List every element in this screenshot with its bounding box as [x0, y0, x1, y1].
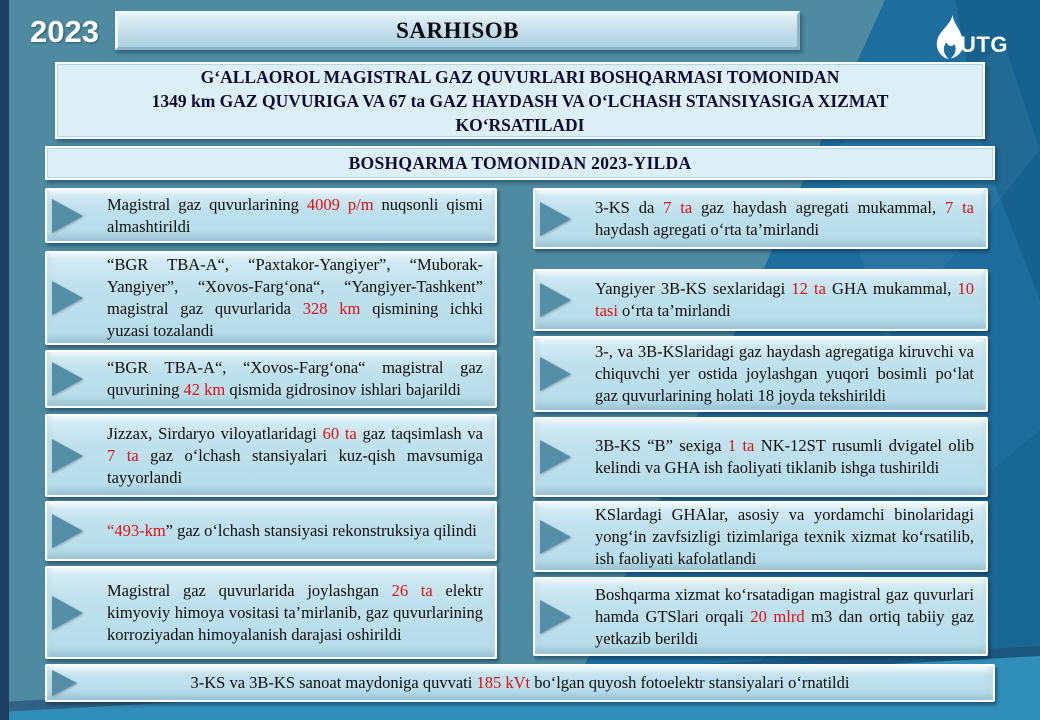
- item-text: 3B-KS “B” sexiga 1 ta NK-12ST rusumli dvigatel olib kelindi va GHA ish faoliyati tiklanib ishga tushirildi: [595, 436, 974, 477]
- title-bar: [115, 11, 800, 50]
- header-line-3: KO‘RSATILADI: [455, 114, 585, 135]
- list-item: [533, 269, 988, 331]
- arrow-icon: [52, 199, 83, 233]
- header-box: [55, 62, 985, 139]
- list-item: [45, 251, 497, 345]
- arrow-icon: [52, 596, 83, 630]
- list-item: [533, 417, 988, 497]
- list-item: [533, 188, 988, 249]
- arrow-icon: [540, 202, 571, 236]
- item-text: Jizzax, Sirdaryo viloyatlaridagi 60 ta gaz taqsimlash va 7 ta gaz o‘lchash stansiyalari kuz-qish mavsumiga tayyorlandi: [107, 423, 483, 487]
- logo-text: UTG: [960, 32, 1008, 57]
- list-item: [45, 566, 497, 659]
- slide-title: SARHISOB: [396, 17, 519, 43]
- list-item: [45, 350, 497, 408]
- item-text: Boshqarma xizmat ko‘rsatadigan magistral gaz quvurlari hamda GTSlari orqali 20 mlrd m3 dan ortiq tabiiy gaz yetkazib berildi: [595, 584, 974, 648]
- item-text: KSlardagi GHAlar, asosiy va yordamchi binolaridagi yong‘in zavfsizligi tizimlariga texnik xizmat ko‘rsatilib, ish faoliyati kafolatlandi: [595, 504, 974, 568]
- item-text: 3-KS va 3B-KS sanoat maydoniga quvvati 185 kVt bo‘lgan quyosh fotoelektr stansiyalari o‘rnatildi: [190, 673, 850, 692]
- list-item: [533, 336, 988, 412]
- list-item: [45, 501, 497, 561]
- arrow-icon: [540, 600, 571, 634]
- list-item: [533, 577, 988, 656]
- year-label: 2023: [30, 14, 99, 49]
- arrow-icon: [52, 439, 83, 473]
- subheader-label: BOSHQARMA TOMONIDAN 2023-YILDA: [348, 152, 692, 173]
- item-text: Magistral gaz quvurlarida joylashgan 26 ta elektr kimyoviy himoya vositasi ta’mirlanib, gaz quvurlarining korroziyadan himoyalanish darajasi oshirildi: [107, 580, 483, 644]
- item-text: “493-km” gaz o‘lchash stansiyasi rekonstruksiya qilindi: [107, 521, 477, 540]
- item-text: “BGR TBA-A“, “Paxtakor-Yangiyer”, “Muborak-Yangiyer”, “Xovos-Farg‘ona“, “Yangiyer-Tashkent” magistral gaz quvurlarida 328 km qismining ichki yuzasi tozalandi: [107, 255, 483, 340]
- arrow-icon: [540, 283, 571, 317]
- subheader-box: [45, 146, 995, 180]
- arrow-icon: [52, 514, 83, 548]
- arrow-icon: [52, 362, 83, 396]
- arrow-icon: [52, 670, 77, 696]
- utg-logo: [932, 8, 1032, 64]
- item-text: 3-KS da 7 ta gaz haydash agregati mukammal, 7 ta haydash agregati o‘rta ta’mirlandi: [595, 197, 974, 239]
- list-item: [45, 414, 497, 497]
- footer-item: [45, 664, 995, 702]
- arrow-icon: [52, 281, 83, 315]
- item-text: “BGR TBA-A“, “Xovos-Farg‘ona“ magistral gaz quvurining 42 km qismida gidrosinov ishlari bajarildi: [107, 358, 483, 399]
- arrow-icon: [540, 357, 571, 391]
- list-item: [533, 501, 988, 572]
- header-line-1: G‘ALLAOROL MAGISTRAL GAZ QUVURLARI BOSHQARMASI TOMONIDAN: [200, 66, 840, 87]
- arrow-icon: [540, 440, 571, 474]
- item-text: Yangiyer 3B-KS sexlaridagi 12 ta GHA mukammal, 10 tasi o‘rta ta’mirlandi: [595, 279, 974, 320]
- item-text: Magistral gaz quvurlarining 4009 p/m nuqsonli qismi almashtirildi: [107, 194, 484, 236]
- item-text: 3-, va 3B-KSlaridagi gaz haydash agregatiga kiruvchi va chiquvchi yer ostida joylashgan yuqori bosimli po‘lat gaz quvurlarining holati 18 joyda tekshirildi: [595, 342, 974, 405]
- list-item: [45, 188, 497, 243]
- arrow-icon: [540, 520, 571, 554]
- header-line-2: 1349 km GAZ QUVURIGA VA 67 ta GAZ HAYDASH VA O‘LCHASH STANSIYASIGA XIZMAT: [151, 90, 889, 111]
